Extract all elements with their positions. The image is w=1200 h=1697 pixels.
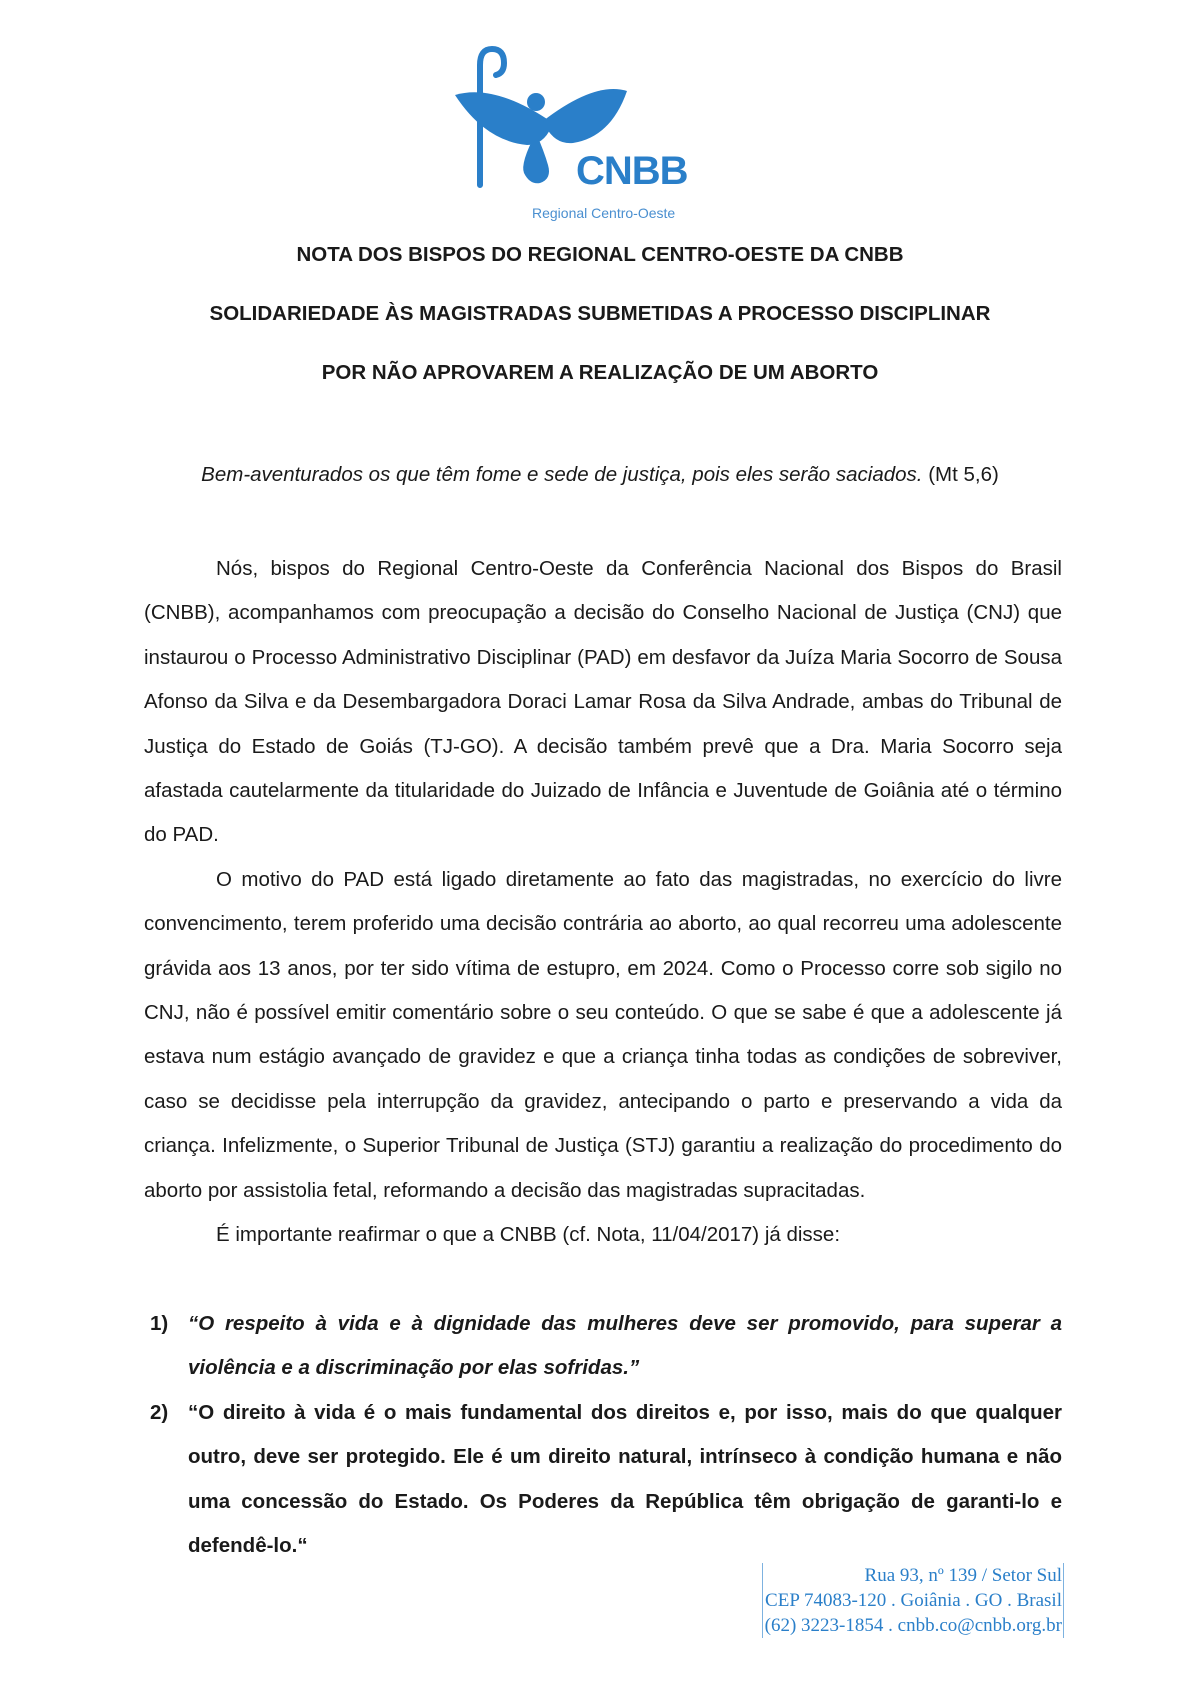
cnbb-logo: [450, 45, 690, 230]
footer-contact-line: (62) 3223-1854 . cnbb.co@cnbb.org.br: [764, 1615, 1062, 1636]
dove-crozier-icon: [450, 45, 690, 230]
logo-subtitle: Regional Centro-Oeste: [532, 205, 676, 221]
footer-address-line: Rua 93, nº 139 / Setor Sul: [864, 1565, 1062, 1586]
document-subtitle-1: SOLIDARIEDADE ÀS MAGISTRADAS SUBMETIDAS A PROCESSO DISCIPLINAR: [209, 302, 991, 325]
epigraph: [0, 463, 1200, 487]
list-item-text: “O direito à vida é o mais fundamental dos direitos e, por isso, mais do que qualquer outro, deve ser protegido. Ele é um direito natural, intrínseco à condição humana e não uma concessão do Estado. Os Poderes da República têm obrigação de garanti-lo e defendê-lo.“: [188, 1400, 1062, 1558]
epigraph-reference: (Mt 5,6): [922, 463, 999, 486]
paragraph: Nós, bispos do Regional Centro-Oeste da Conferência Nacional dos Bispos do Brasil (CNBB), acompanhamos com preocupação a decisão do Conselho Nacional de Justiça (CNJ) que instaurou o Processo Administrativo Disciplinar (PAD) em desfavor da Juíza Maria Socorro de Sousa Afonso da Silva e da Desembargadora Doraci Lamar Rosa da Silva Andrade, ambas do Tribunal de Justiça do Estado de Goiás (TJ-GO). A decisão também prevê que a Dra. Maria Socorro seja afastada cautelarmente da titularidade do Juizado de Infância e Juventude de Goiânia até o término do PAD.: [144, 557, 1062, 847]
paragraph: O motivo do PAD está ligado diretamente ao fato das magistradas, no exercício do livre convencimento, terem proferido uma decisão contrária ao aborto, ao qual recorreu uma adolescente grávida aos 13 anos, por ter sido vítima de estupro, em 2024. Como o Processo corre sob sigilo no CNJ, não é possível emitir comentário sobre o seu conteúdo. O que se sabe é que a adolescente já estava num estágio avançado de gravidez e que a criança tinha todas as condições de sobreviver, caso se decidisse pela interrupção da gravidez, antecipando o parto e preservando a vida da criança. Infelizmente, o Superior Tribunal de Justiça (STJ) garantiu a realização do procedimento do aborto por assistolia fetal, reformando a decisão das magistradas supracitadas.: [144, 867, 1062, 1202]
footer-address: [762, 1563, 1064, 1638]
document-title: NOTA DOS BISPOS DO REGIONAL CENTRO-OESTE DA CNBB: [296, 243, 904, 266]
footer-address-line: CEP 74083-120 . Goiânia . GO . Brasil: [765, 1590, 1062, 1611]
logo-wordmark: CNBB: [576, 149, 688, 193]
list-item: [144, 1391, 1062, 1569]
list-item-number: 1): [150, 1312, 169, 1335]
list-item-text: “O respeito à vida e à dignidade das mulheres deve ser promovido, para superar a violência e a discriminação por elas sofridas.”: [188, 1312, 1062, 1380]
list-item-number: 2): [150, 1400, 169, 1424]
quoted-list: [144, 1302, 1062, 1568]
body-text: [144, 547, 1062, 1258]
paragraph: É importante reafirmar o que a CNBB (cf. Nota, 11/04/2017) já disse:: [216, 1223, 841, 1247]
list-item: [144, 1302, 1062, 1391]
document-subtitle-2: POR NÃO APROVAREM A REALIZAÇÃO DE UM ABORTO: [321, 361, 879, 384]
epigraph-quote: Bem-aventurados os que têm fome e sede de justiça, pois eles serão saciados.: [201, 463, 923, 486]
